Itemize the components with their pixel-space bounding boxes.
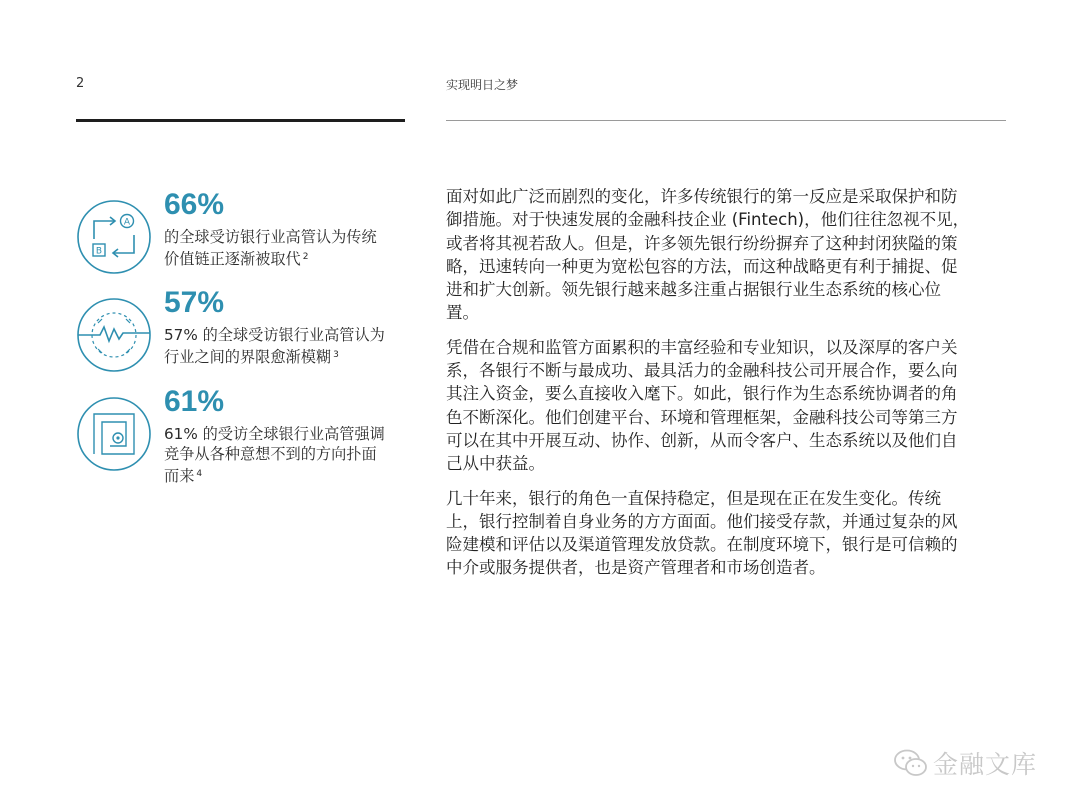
stat-line: 61% 的受访全球银行业高管强调 [164,425,385,443]
text-line: 己从中获益。 [446,454,545,474]
stat-block-61 [76,386,416,496]
running-title: 实现明日之梦 [446,78,519,92]
stat-line: 行业之间的界限愈渐模糊 $^3$ [164,348,339,366]
blurred-boundary-icon [76,297,152,373]
stat-description [164,325,420,367]
stat-description [164,424,420,486]
svg-text:A: A [123,217,131,228]
text-line: 可以在其中开展互动、协作、创新，从而令客户、生态系统以及他们自 [446,430,958,450]
text-line: 置。 [446,303,479,323]
stat-description [164,227,420,269]
stat-percent: 61% [164,385,225,418]
text-line: 险建模和评估以及渠道管理发放贷款。在制度环境下，银行是可信赖的 [446,535,958,555]
stat-line: 竞争从各种意想不到的方向扑面 [164,445,377,463]
text-line: 中介或服务提供者，也是资产管理者和市场创造者。 [446,558,826,578]
paragraph-2 [446,336,1012,476]
text-line: 面对如此广泛而剧烈的变化，许多传统银行的第一反应是采取保护和防 [446,187,958,206]
wechat-icon [893,748,929,778]
text-line: 御措施。对于快速发展的金融科技企业 (Fintech)，他们往往忽视不见， [446,210,970,230]
value-chain-swap-icon [76,199,152,275]
stat-line: 价值链正逐渐被取代 $^2$ [164,250,309,268]
svg-text:B: B [95,246,103,257]
text-line: 系，各银行不断与最成功、最具活力的金融科技公司开展合作，要么向 [446,361,958,381]
footnote-ref: 4 [196,469,203,479]
stat-line: 而来 $^4$ [164,467,203,485]
watermark [893,744,1053,780]
footnote-ref: 3 [333,350,339,360]
text-line: 略，迅速转向一种更为宽松包容的方法，而这种战略更有利于捕捉、促 [446,256,958,276]
paragraph-1 [446,185,1012,325]
text-line: 上，银行控制着自身业务的方方面面。他们接受存款，并通过复杂的风 [446,511,958,531]
stat-percent: 66% [164,188,225,221]
stat-line: 的全球受访银行业高管认为传统 [164,228,377,246]
stat-block-66 [76,189,416,279]
text-line: 进和扩大创新。领先银行越来越多注重占据银行业生态系统的核心位 [446,280,941,300]
stat-line: 57% 的全球受访银行业高管认为 [164,326,385,344]
header-rule-left [76,119,405,122]
header-rule-right [446,120,1006,121]
target-square-icon [76,396,152,472]
text-line: 色不断深化。他们创建平台、环境和管理框架，金融科技公司等第三方 [446,407,958,427]
paragraph-3 [446,487,1012,580]
watermark-text: 金融文库 [933,750,1038,779]
text-line: 几十年来，银行的角色一直保持稳定，但是现在正在发生变化。传统 [446,488,941,508]
page-number: 2 [76,76,85,91]
body-text [446,185,1012,591]
text-line: 凭借在合规和监管方面累积的丰富经验和专业知识，以及深厚的客户关 [446,337,958,357]
footnote-ref: 2 [302,252,309,262]
text-line: 其注入资金，要么直接收入麾下。如此，银行作为生态系统协调者的角 [446,384,958,404]
stat-percent: 57% [164,286,225,319]
text-line: 或者将其视若敌人。但是，许多领先银行纷纷摒弃了这种封闭狭隘的策 [446,233,958,253]
stat-block-57 [76,287,416,377]
